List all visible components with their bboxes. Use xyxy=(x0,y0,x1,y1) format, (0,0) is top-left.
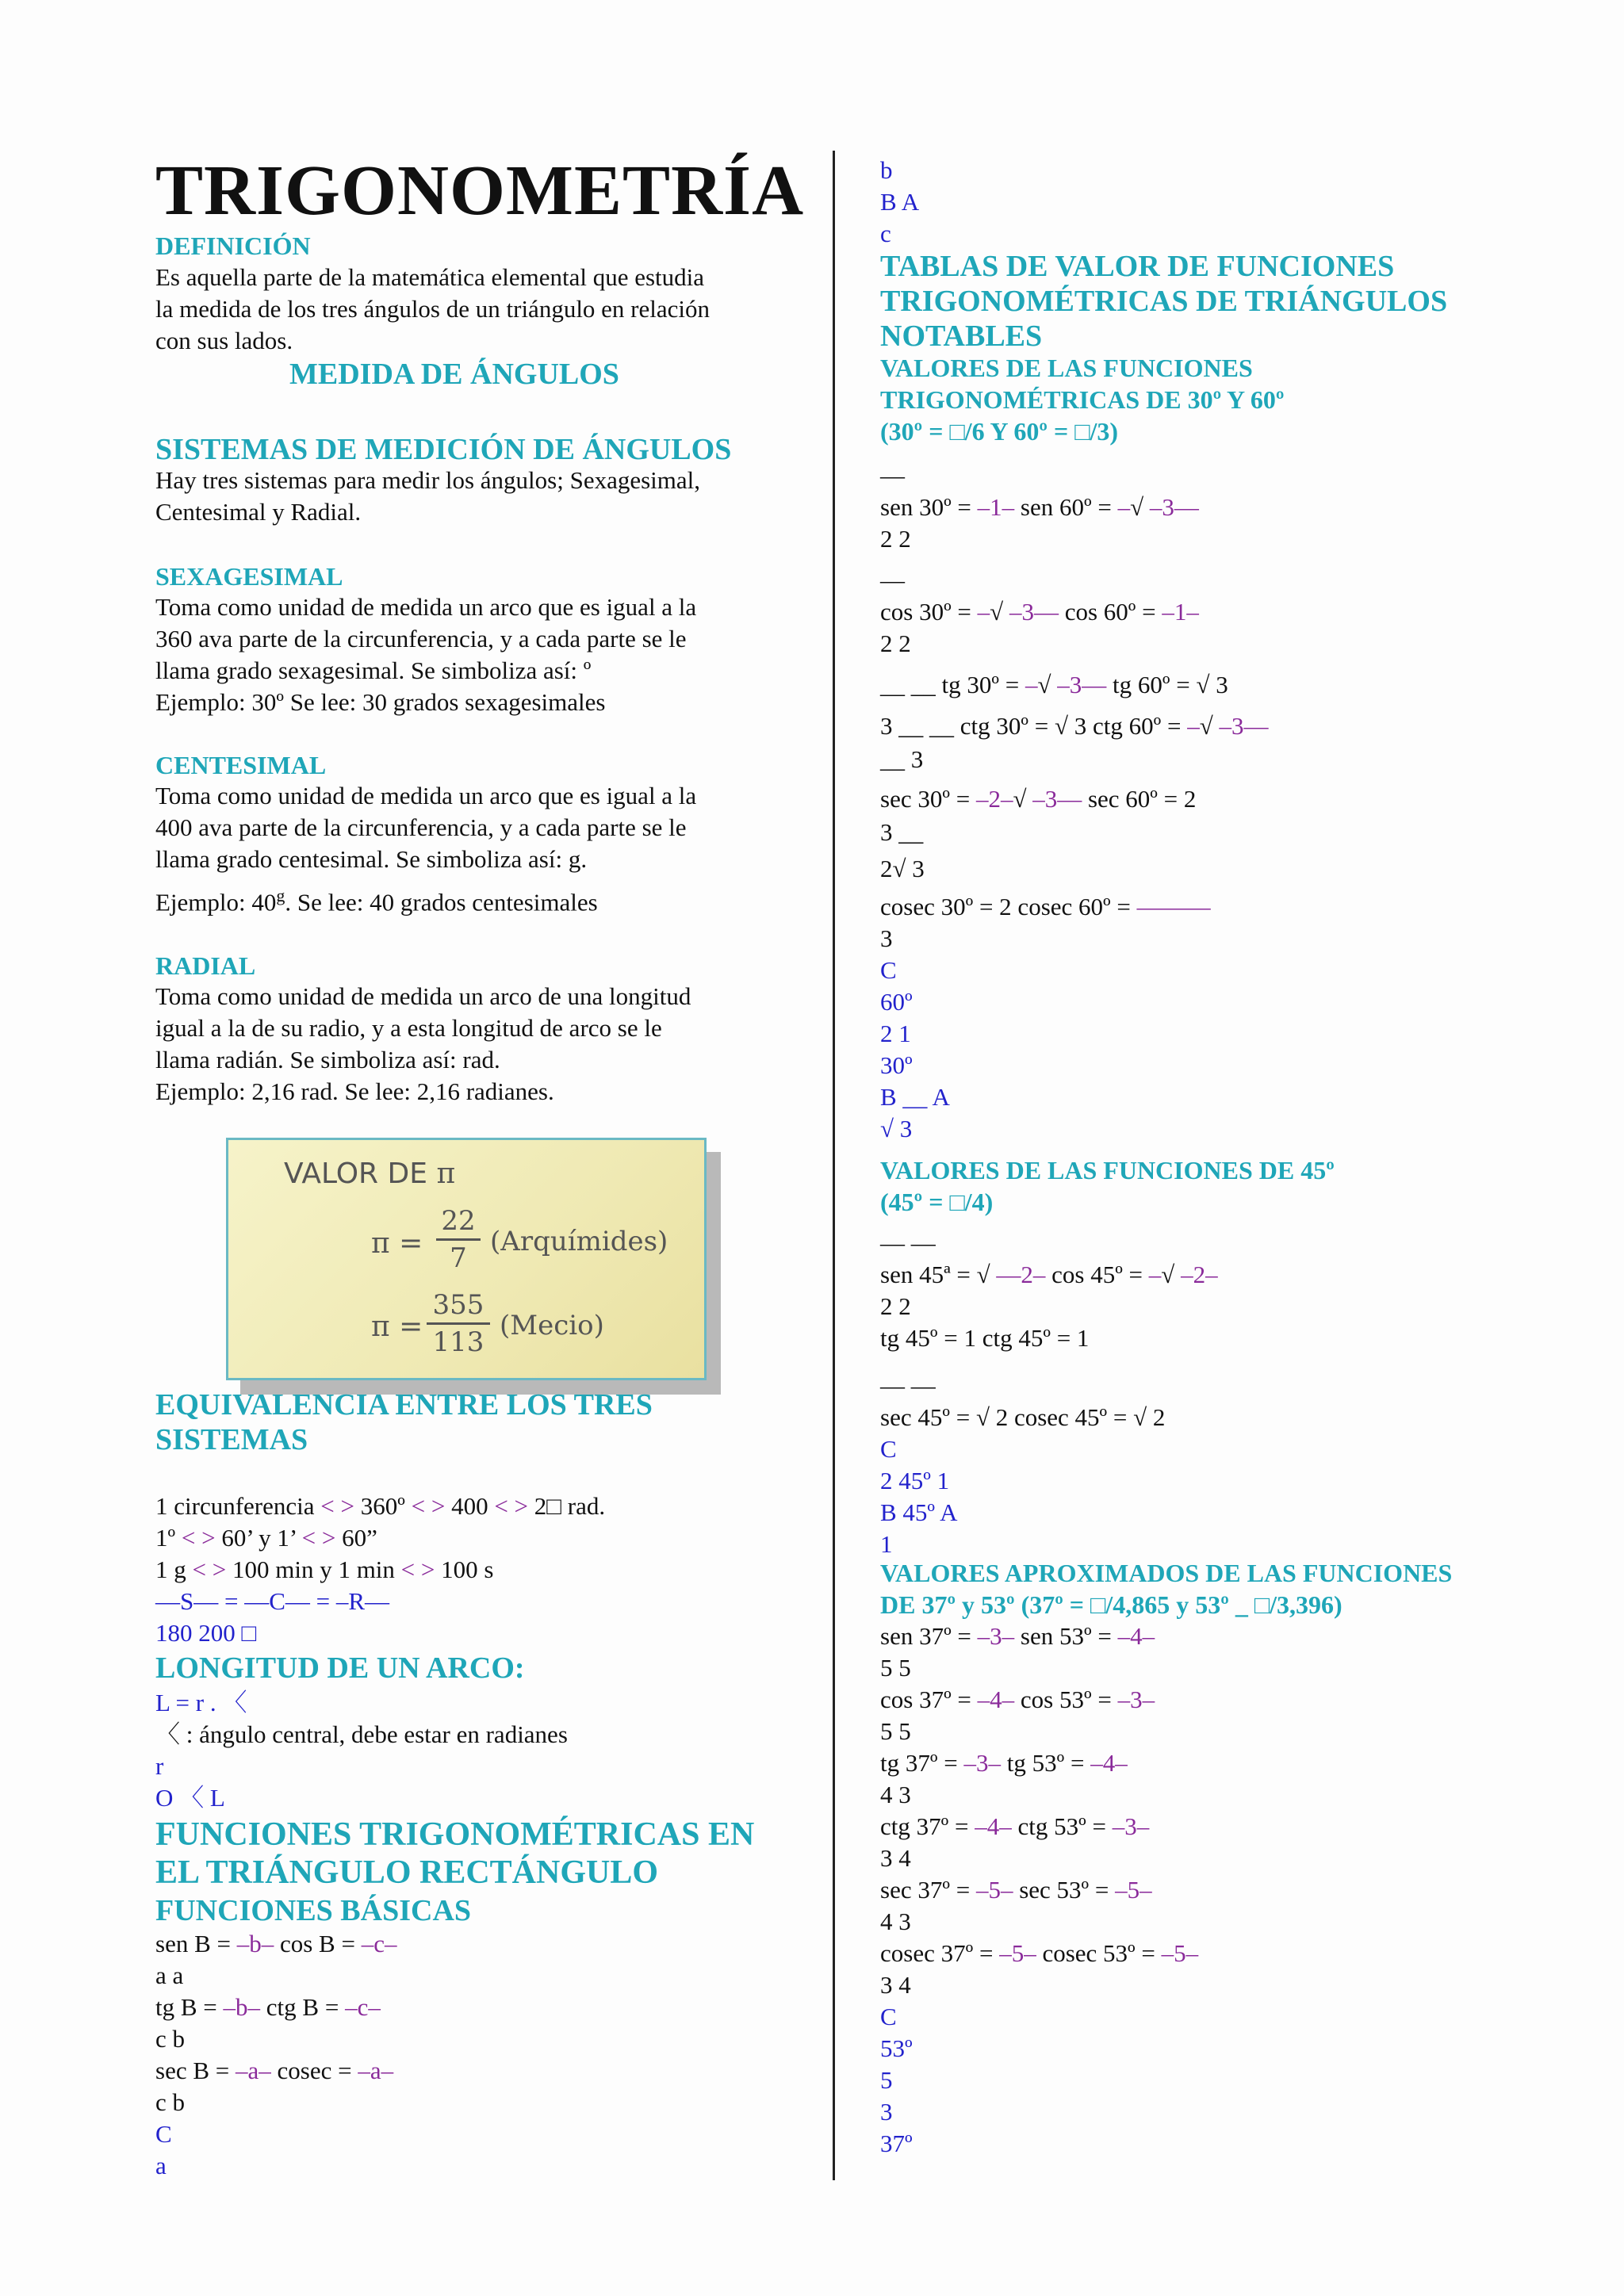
tablas-heading-line: TABLAS DE VALOR DE FUNCIONES xyxy=(880,250,1395,283)
func-ratio: –a– xyxy=(236,2057,271,2084)
row-overline: — — xyxy=(880,1372,936,1399)
equiv-text: 60’ y 1’ xyxy=(215,1524,302,1552)
row-cosec-3060 xyxy=(880,891,1211,923)
func-label: cos 30º = xyxy=(880,598,978,626)
func-label: cos 53º = xyxy=(1014,1686,1118,1713)
equiv-symbol: < > xyxy=(320,1492,354,1520)
definicion-text xyxy=(155,262,790,357)
func-ratio: –2– xyxy=(975,785,1013,813)
equivalencia-line xyxy=(155,1490,605,1522)
row-denominators: 2 2 xyxy=(880,1292,911,1320)
radial-line: Ejemplo: 2,16 rad. Se lee: 2,16 radianes. xyxy=(155,1077,554,1105)
centesimal-example xyxy=(155,880,790,918)
t-row xyxy=(880,1874,1530,1906)
func-ratio: –5– xyxy=(1161,1939,1199,1967)
centesimal-heading: CENTESIMAL xyxy=(155,751,327,779)
basicas-row xyxy=(155,1928,790,1960)
sexagesimal-text xyxy=(155,591,790,718)
equals-sign: = xyxy=(399,1311,423,1343)
t-row: 5 5 xyxy=(880,1654,911,1682)
equiv-text: 400 xyxy=(445,1492,495,1520)
row-tg-3060 xyxy=(880,669,1228,701)
centesimal-line: llama grado centesimal. Se simboliza así: g. xyxy=(155,845,588,873)
sqrt-icon: √ xyxy=(1037,671,1051,698)
func-label: sec 37º = xyxy=(880,1876,976,1904)
sexagesimal-line: Toma como unidad de medida un arco que es igual a la xyxy=(155,593,697,621)
triangle-label-sqrt xyxy=(880,1113,950,1145)
centesimal-text xyxy=(155,780,790,918)
func-label: sen 53º = xyxy=(1014,1622,1118,1650)
t-row: 3 4 xyxy=(880,1971,911,1999)
func-label: ctg 37º = xyxy=(880,1812,975,1840)
valores-45-heading-line: VALORES DE LAS FUNCIONES DE 45º xyxy=(880,1156,1335,1184)
label-b-a: B A xyxy=(880,188,920,216)
pi-symbol xyxy=(371,1311,423,1343)
func-label: cos B = xyxy=(274,1930,362,1957)
sqrt-icon: √ xyxy=(1130,493,1144,521)
radial-line: igual a la de su radio, y a esta longitud de arco se le xyxy=(155,1014,662,1042)
sexagesimal-line: 360 ava parte de la circunferencia, y a cada parte se le xyxy=(155,625,687,652)
equiv-symbol: < > xyxy=(411,1492,446,1520)
func-label: cos 60º = xyxy=(1058,598,1162,626)
sqrt-icon: √ xyxy=(880,1115,894,1142)
pi-fraction-mecio xyxy=(427,1289,490,1358)
sqrt-icon: √ xyxy=(1013,785,1027,813)
func-value: 3 xyxy=(906,855,925,882)
func-value: 3 xyxy=(1209,671,1228,698)
equiv-symbol: < > xyxy=(494,1492,529,1520)
pi-symbol-text: π xyxy=(371,1311,390,1343)
triangle-30-60-labels xyxy=(880,955,950,1145)
sqrt-icon: √ xyxy=(976,1261,990,1288)
func-label: tg B = xyxy=(155,1993,224,2021)
equiv-text: 100 s xyxy=(435,1556,494,1583)
func-ratio: –3– xyxy=(963,1749,1001,1777)
longitud-label-r: r xyxy=(155,1752,164,1780)
equivalencia-formula: —S— = —C— = –R— xyxy=(155,1587,390,1615)
func-ratio: –4– xyxy=(1117,1622,1155,1650)
basicas-row xyxy=(155,1992,790,2023)
func-ratio: –4– xyxy=(1090,1749,1128,1777)
func-ratio: – xyxy=(977,598,990,626)
equiv-text: 100 min y 1 min xyxy=(226,1556,401,1583)
t-row: 3 4 xyxy=(880,1844,911,1872)
pi-symbol xyxy=(371,1227,423,1260)
valores-3060-heading-line: TRIGONOMÉTRICAS DE 30º Y 60º xyxy=(880,385,1285,414)
row-denominators: 2 2 xyxy=(880,629,911,657)
pi-symbol-text: π xyxy=(371,1227,390,1260)
func-ratio: –c– xyxy=(345,1993,381,2021)
label-b: b xyxy=(880,156,893,184)
row-tg-ctg-45: tg 45º = 1 ctg 45º = 1 xyxy=(880,1324,1090,1352)
func-label: ctg 53º = xyxy=(1011,1812,1113,1840)
func-ratio: –3– xyxy=(1112,1812,1150,1840)
triangle-label: 2 1 xyxy=(880,1020,911,1047)
sqrt-icon: √ xyxy=(975,1403,990,1431)
func-ratio: –3— xyxy=(1051,671,1107,698)
func-ratio: –5– xyxy=(975,1876,1013,1904)
radial-heading: RADIAL xyxy=(155,951,256,980)
func-label: cosec 30º = 2 cosec 60º = xyxy=(880,893,1137,920)
label-c: c xyxy=(880,220,891,247)
definicion-line: Es aquella parte de la matemática elemental que estudia xyxy=(155,263,705,291)
func-ratio: – xyxy=(1117,493,1131,521)
basicas-heading: FUNCIONES BÁSICAS xyxy=(155,1894,472,1927)
row-overline: — xyxy=(880,461,905,489)
func-label: sen 60º = xyxy=(1014,493,1118,521)
triangle-label: 1 xyxy=(880,1530,893,1558)
equiv-text: 2□ rad. xyxy=(528,1492,606,1520)
row-sen-cos-45 xyxy=(880,1259,1218,1291)
centesimal-example-a: Ejemplo: 40 xyxy=(155,888,277,916)
sqrt-icon: √ xyxy=(1199,712,1213,740)
func-label: sen 37º = xyxy=(880,1622,978,1650)
func-ratio: –5– xyxy=(999,1939,1036,1967)
triangle-label: C xyxy=(880,1435,897,1463)
row-sec-cosec-45 xyxy=(880,1402,1165,1433)
func-ratio: –a– xyxy=(358,2057,394,2084)
equivalencia-heading-line2: SISTEMAS xyxy=(155,1423,308,1456)
t-row xyxy=(880,1811,1530,1843)
archimedes-label: (Arquímides) xyxy=(490,1226,668,1257)
t-row xyxy=(880,1938,1530,1969)
tablas-heading-line: NOTABLES xyxy=(880,320,1043,353)
triangle-label: 37º xyxy=(880,2130,913,2157)
row-overline: — xyxy=(880,566,905,594)
sqrt-icon: √ xyxy=(1054,712,1068,740)
pi-symbol: π xyxy=(436,1158,456,1190)
triangle-45-labels xyxy=(880,1433,957,1560)
centesimal-line: Toma como unidad de medida un arco que es igual a la xyxy=(155,782,697,809)
func-ratio: –3— xyxy=(1026,785,1082,813)
valores-3060-heading-line: VALORES DE LAS FUNCIONES xyxy=(880,354,1253,382)
radial-line: llama radián. Se simboliza así: rad. xyxy=(155,1046,500,1073)
func-label: sec 45º = xyxy=(880,1403,976,1431)
equiv-symbol: < > xyxy=(301,1524,336,1552)
equiv-text: 1 circunferencia xyxy=(155,1492,321,1520)
triangle-labels-top xyxy=(880,155,919,250)
row-overline: — — xyxy=(880,1229,936,1257)
func-ratio: –4– xyxy=(975,1812,1012,1840)
tablas-heading xyxy=(880,249,1447,354)
equiv-symbol: < > xyxy=(192,1556,227,1583)
definicion-line: la medida de los tres ángulos de un triángulo en relación xyxy=(155,295,710,323)
func-label: cos 37º = xyxy=(880,1686,978,1713)
t-row: 4 3 xyxy=(880,1781,911,1808)
funciones-heading-line1: FUNCIONES TRIGONOMÉTRICAS EN xyxy=(155,1816,755,1853)
equiv-symbol: < > xyxy=(181,1524,216,1552)
func-ratio: –4– xyxy=(977,1686,1015,1713)
definicion-line: con sus lados. xyxy=(155,327,293,354)
func-label: cosec 37º = xyxy=(880,1939,1000,1967)
radial-text xyxy=(155,981,790,1108)
row-denominators: 3 __ xyxy=(880,818,924,846)
func-ratio: –5– xyxy=(1115,1876,1152,1904)
func-label: sec 53º = xyxy=(1013,1876,1116,1904)
func-ratio: – xyxy=(1148,1261,1162,1288)
func-ratio: –1– xyxy=(1162,598,1199,626)
func-ratio: –3– xyxy=(977,1622,1015,1650)
equivalencia-formula-denominators: 180 200 □ xyxy=(155,1619,257,1647)
func-label: 3 __ __ ctg 30º = xyxy=(880,712,1055,740)
centesimal-example-b: . Se lee: 40 grados centesimales xyxy=(285,888,598,916)
sqrt-icon: √ xyxy=(1196,671,1210,698)
t-row: 5 5 xyxy=(880,1717,911,1745)
funciones-heading-line2: EL TRIÁNGULO RECTÁNGULO xyxy=(155,1854,659,1891)
func-value: 3 xyxy=(894,1115,913,1142)
equivalencia-heading-line1: EQUIVALENCIA ENTRE LOS TRES xyxy=(155,1388,653,1422)
row-denominators: 3 xyxy=(880,924,893,952)
func-label: cosec = xyxy=(270,2057,358,2084)
row-denominators: 2 2 xyxy=(880,525,911,553)
sexagesimal-line: llama grado sexagesimal. Se simboliza así: º xyxy=(155,656,592,684)
row-denominators: __ 3 xyxy=(880,745,924,773)
triangle-label: 60º xyxy=(880,988,913,1016)
centesimal-line: 400 ava parte de la circunferencia, y a cada parte se le xyxy=(155,813,687,841)
sistemas-line: Centesimal y Radial. xyxy=(155,498,362,526)
func-ratio: ——— xyxy=(1136,893,1211,920)
equals-sign: = xyxy=(399,1227,423,1260)
basicas-list xyxy=(155,1928,790,2182)
pi-figure-title-text: VALOR DE xyxy=(284,1158,427,1190)
centesimal-example-sup: g xyxy=(276,886,285,905)
sqrt-icon: √ xyxy=(1133,1403,1147,1431)
func-ratio: –c– xyxy=(361,1930,397,1957)
valores-3060-heading-line: (30º = □/6 Y 60º = □/3) xyxy=(880,417,1119,446)
fraction-denominator: 7 xyxy=(450,1242,467,1274)
valores-3753-list xyxy=(880,1621,1530,2160)
t-row xyxy=(880,1684,1530,1716)
triangle-label-a: a xyxy=(155,2152,167,2179)
func-label: sec 30º = xyxy=(880,785,976,813)
func-label: sen 45ª = xyxy=(880,1261,977,1288)
valores-3060-heading xyxy=(880,352,1284,447)
tablas-heading-line: TRIGONOMÉTRICAS DE TRIÁNGULOS xyxy=(880,285,1448,318)
sistemas-line: Hay tres sistemas para medir los ángulos; Sexagesimal, xyxy=(155,466,701,494)
triangle-label: 3 xyxy=(880,2098,893,2126)
row-sec-3060 xyxy=(880,783,1196,815)
valores-45-heading-line: (45º = □/4) xyxy=(880,1188,994,1216)
equiv-text: 1º xyxy=(155,1524,182,1552)
func-label: cosec 53º = xyxy=(1036,1939,1162,1967)
equivalencia-line xyxy=(155,1554,493,1586)
sistemas-heading: SISTEMAS DE MEDICIÓN DE ÁNGULOS xyxy=(155,433,732,466)
triangle-label: B 45º A xyxy=(880,1498,958,1526)
mecio-label: (Mecio) xyxy=(500,1310,604,1341)
func-ratio: –3— xyxy=(1003,598,1059,626)
longitud-formula: L = r . 〈 xyxy=(155,1689,247,1716)
sqrt-icon: √ xyxy=(1161,1261,1175,1288)
func-ratio: –b– xyxy=(223,1993,261,2021)
func-label: sen B = xyxy=(155,1930,237,1957)
equiv-text: 1 g xyxy=(155,1556,193,1583)
func-label: ctg B = xyxy=(260,1993,346,2021)
pi-figure-title xyxy=(284,1158,455,1190)
sqrt-icon: √ xyxy=(892,855,906,882)
row-cos-3060 xyxy=(880,596,1199,628)
triangle-label: 30º xyxy=(880,1051,913,1079)
func-ratio: –3— xyxy=(1143,493,1199,521)
triangle-label: C xyxy=(880,2003,897,2030)
t-row xyxy=(880,1621,1530,1652)
func-ratio: – xyxy=(1187,712,1200,740)
pi-value-figure xyxy=(226,1138,707,1380)
page-title: TRIGONOMETRÍA xyxy=(155,151,805,230)
equivalencia-line xyxy=(155,1522,377,1554)
equiv-symbol: < > xyxy=(400,1556,435,1583)
longitud-note: 〈 : ángulo central, debe estar en radianes xyxy=(155,1720,568,1748)
func-label: 3 ctg 60º = xyxy=(1067,712,1188,740)
func-value: 2 xyxy=(880,855,893,882)
func-ratio: –2– xyxy=(1174,1261,1218,1288)
func-ratio: –3– xyxy=(1117,1686,1155,1713)
column-divider xyxy=(833,151,835,2180)
longitud-heading: LONGITUD DE UN ARCO: xyxy=(155,1651,525,1685)
valores-45-heading xyxy=(880,1154,1335,1218)
triangle-label-c: C xyxy=(155,2120,172,2148)
row-sqrt-value xyxy=(880,853,925,885)
func-ratio: –3— xyxy=(1212,712,1269,740)
sexagesimal-heading: SEXAGESIMAL xyxy=(155,562,343,591)
func-label: tg 53º = xyxy=(1000,1749,1091,1777)
longitud-label-o-l: O 〈 L xyxy=(155,1784,225,1812)
sistemas-text xyxy=(155,465,790,528)
valores-3753-heading-line: DE 37º y 53º (37º = □/4,865 y 53º _ □/3,396) xyxy=(880,1590,1342,1619)
func-label: tg 60º = xyxy=(1106,671,1197,698)
func-label: sec 60º = 2 xyxy=(1082,785,1197,813)
radial-line: Toma como unidad de medida un arco de una longitud xyxy=(155,982,691,1010)
basicas-row: a a xyxy=(155,1961,184,1989)
func-label: 2 cosec 45º = xyxy=(989,1403,1134,1431)
valores-3753-heading-line: VALORES APROXIMADOS DE LAS FUNCIONES xyxy=(880,1559,1453,1587)
func-ratio: —2– xyxy=(990,1261,1046,1288)
triangle-label: 2 45º 1 xyxy=(880,1467,950,1494)
t-row xyxy=(880,1747,1530,1779)
triangle-label: 5 xyxy=(880,2066,893,2094)
sexagesimal-line: Ejemplo: 30º Se lee: 30 grados sexagesimales xyxy=(155,688,606,716)
equiv-text: 60” xyxy=(335,1524,377,1552)
fraction-numerator: 22 xyxy=(441,1205,476,1237)
pi-fraction-archimedes xyxy=(436,1205,481,1274)
valores-3753-heading xyxy=(880,1557,1452,1621)
fraction-denominator: 113 xyxy=(432,1326,485,1358)
definicion-heading: DEFINICIÓN xyxy=(155,232,311,260)
func-label: __ __ tg 30º = xyxy=(880,671,1025,698)
basicas-row: c b xyxy=(155,2088,186,2116)
func-label: tg 37º = xyxy=(880,1749,964,1777)
equiv-text: 360º xyxy=(354,1492,412,1520)
func-ratio: –1– xyxy=(977,493,1015,521)
func-label: sen 30º = xyxy=(880,493,978,521)
row-ctg-3060 xyxy=(880,710,1268,742)
triangle-label: B __ A xyxy=(880,1083,950,1111)
sqrt-icon: √ xyxy=(990,598,1004,626)
basicas-row xyxy=(155,2055,790,2087)
row-sen-3060 xyxy=(880,492,1199,523)
triangle-label: C xyxy=(880,956,897,984)
triangle-label: 53º xyxy=(880,2034,913,2062)
func-value: 2 xyxy=(1147,1403,1166,1431)
medida-heading: MEDIDA DE ÁNGULOS xyxy=(289,358,619,391)
basicas-row: c b xyxy=(155,2025,186,2053)
func-label: cos 45º = xyxy=(1045,1261,1149,1288)
func-ratio: –b– xyxy=(236,1930,274,1957)
fraction-numerator: 355 xyxy=(432,1289,485,1321)
func-ratio: – xyxy=(1025,671,1038,698)
func-label: sec B = xyxy=(155,2057,236,2084)
t-row: 4 3 xyxy=(880,1908,911,1935)
